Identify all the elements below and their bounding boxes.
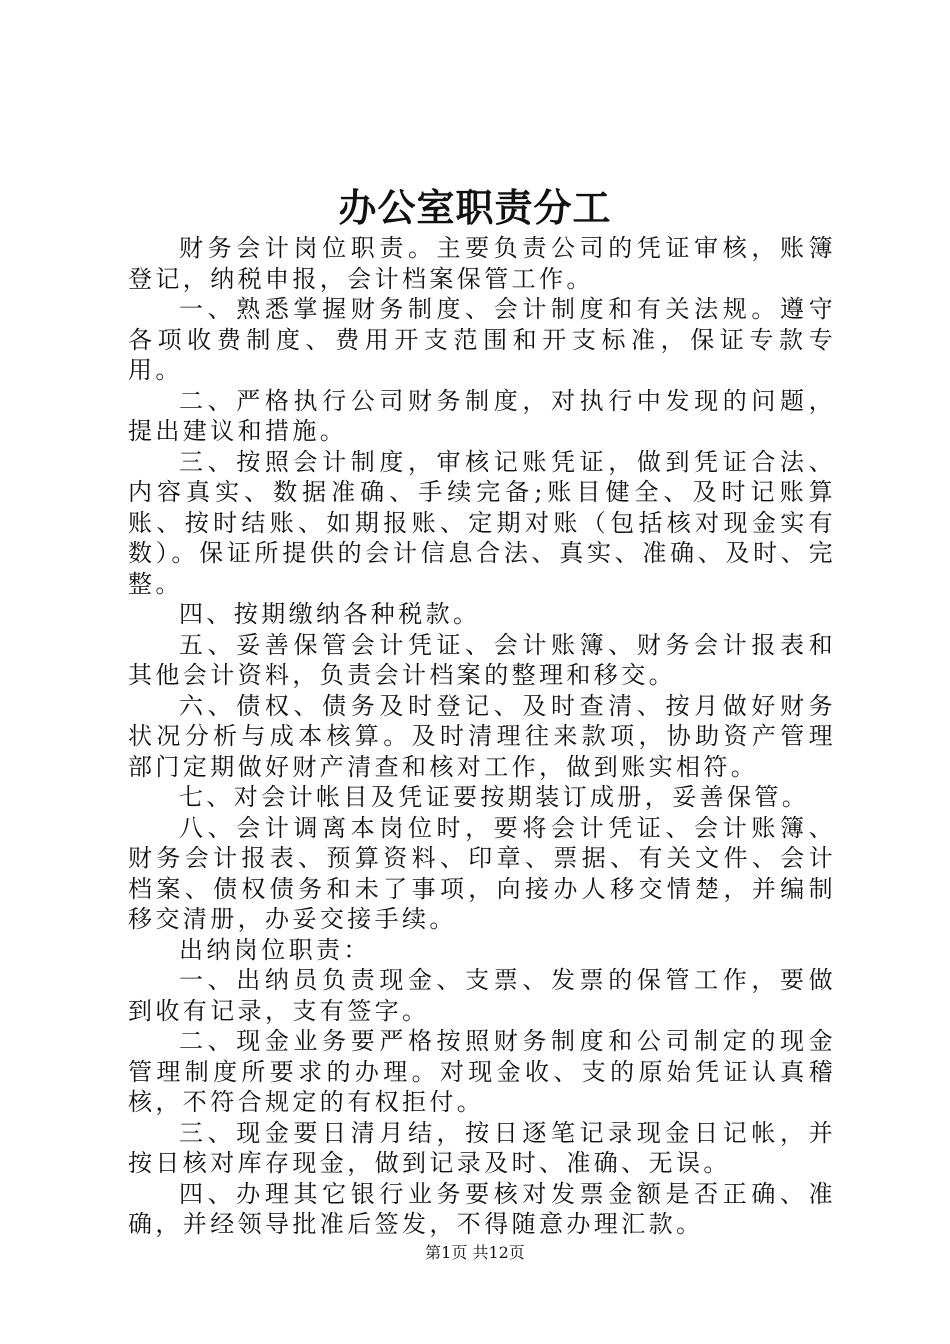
paragraph-cashier-item-2: 二、现金业务要严格按照财务制度和公司制定的现金管理制度所要求的办理。对现金收、支的原始凭证认真稽核，不符合规定的有权拒付。	[128, 1027, 836, 1116]
paragraph-item-3: 三、按照会计制度，审核记账凭证，做到凭证合法、内容真实、数据准确、手续完备;账目健全、及时记账算账、按时结账、如期报账、定期对账（包括核对现金实有数）。保证所提供的会计信息合法、真实、准确、及时、完整。	[128, 447, 836, 598]
paragraph-item-5: 五、妥善保管会计凭证、会计账簿、财务会计报表和其他会计资料，负责会计档案的整理和移交。	[128, 630, 836, 689]
paragraph-cashier-item-4: 四、办理其它银行业务要核对发票金额是否正确、准确，并经领导批准后签发，不得随意办理汇款。	[128, 1179, 836, 1238]
document-body	[128, 233, 836, 1240]
paragraph-item-6: 六、债权、债务及时登记、及时查清、按月做好财务状况分析与成本核算。及时清理往来款项，协助资产管理部门定期做好财产清查和核对工作，做到账实相符。	[128, 691, 836, 781]
document-title: 办公室职责分工	[338, 185, 612, 230]
paragraph-item-1: 一、熟悉掌握财务制度、会计制度和有关法规。遵守各项收费制度、费用开支范围和开支标准，保证专款专用。	[128, 295, 836, 384]
paragraph-item-4: 四、按期缴纳各种税款。	[179, 600, 481, 628]
paragraph-item-7: 七、对会计帐目及凭证要按期装订成册，妥善保管。	[179, 783, 810, 811]
paragraph-item-8: 八、会计调离本岗位时，要将会计凭证、会计账簿、财务会计报表、预算资料、印章、票据、有关文件、会计档案、债权债务和未了事项，向接办人移交情楚，并编制移交清册，办妥交接手续。	[128, 813, 836, 933]
page-number-footer: 第1页 共12页	[425, 1243, 525, 1262]
paragraph-accounting-duties: 财务会计岗位职责。主要负责公司的凭证审核，账簿登记，纳税申报，会计档案保管工作。	[128, 234, 836, 293]
paragraph-cashier-item-1: 一、出纳员负责现金、支票、发票的保管工作，要做到收有记录，支有签字。	[128, 966, 836, 1025]
paragraph-cashier-heading: 出纳岗位职责：	[179, 935, 371, 964]
paragraph-cashier-item-3: 三、现金要日清月结，按日逐笔记录现金日记帐，并按日核对库存现金，做到记录及时、准确、无误。	[128, 1118, 836, 1177]
paragraph-item-2: 二、严格执行公司财务制度，对执行中发现的问题，提出建议和措施。	[128, 386, 836, 445]
